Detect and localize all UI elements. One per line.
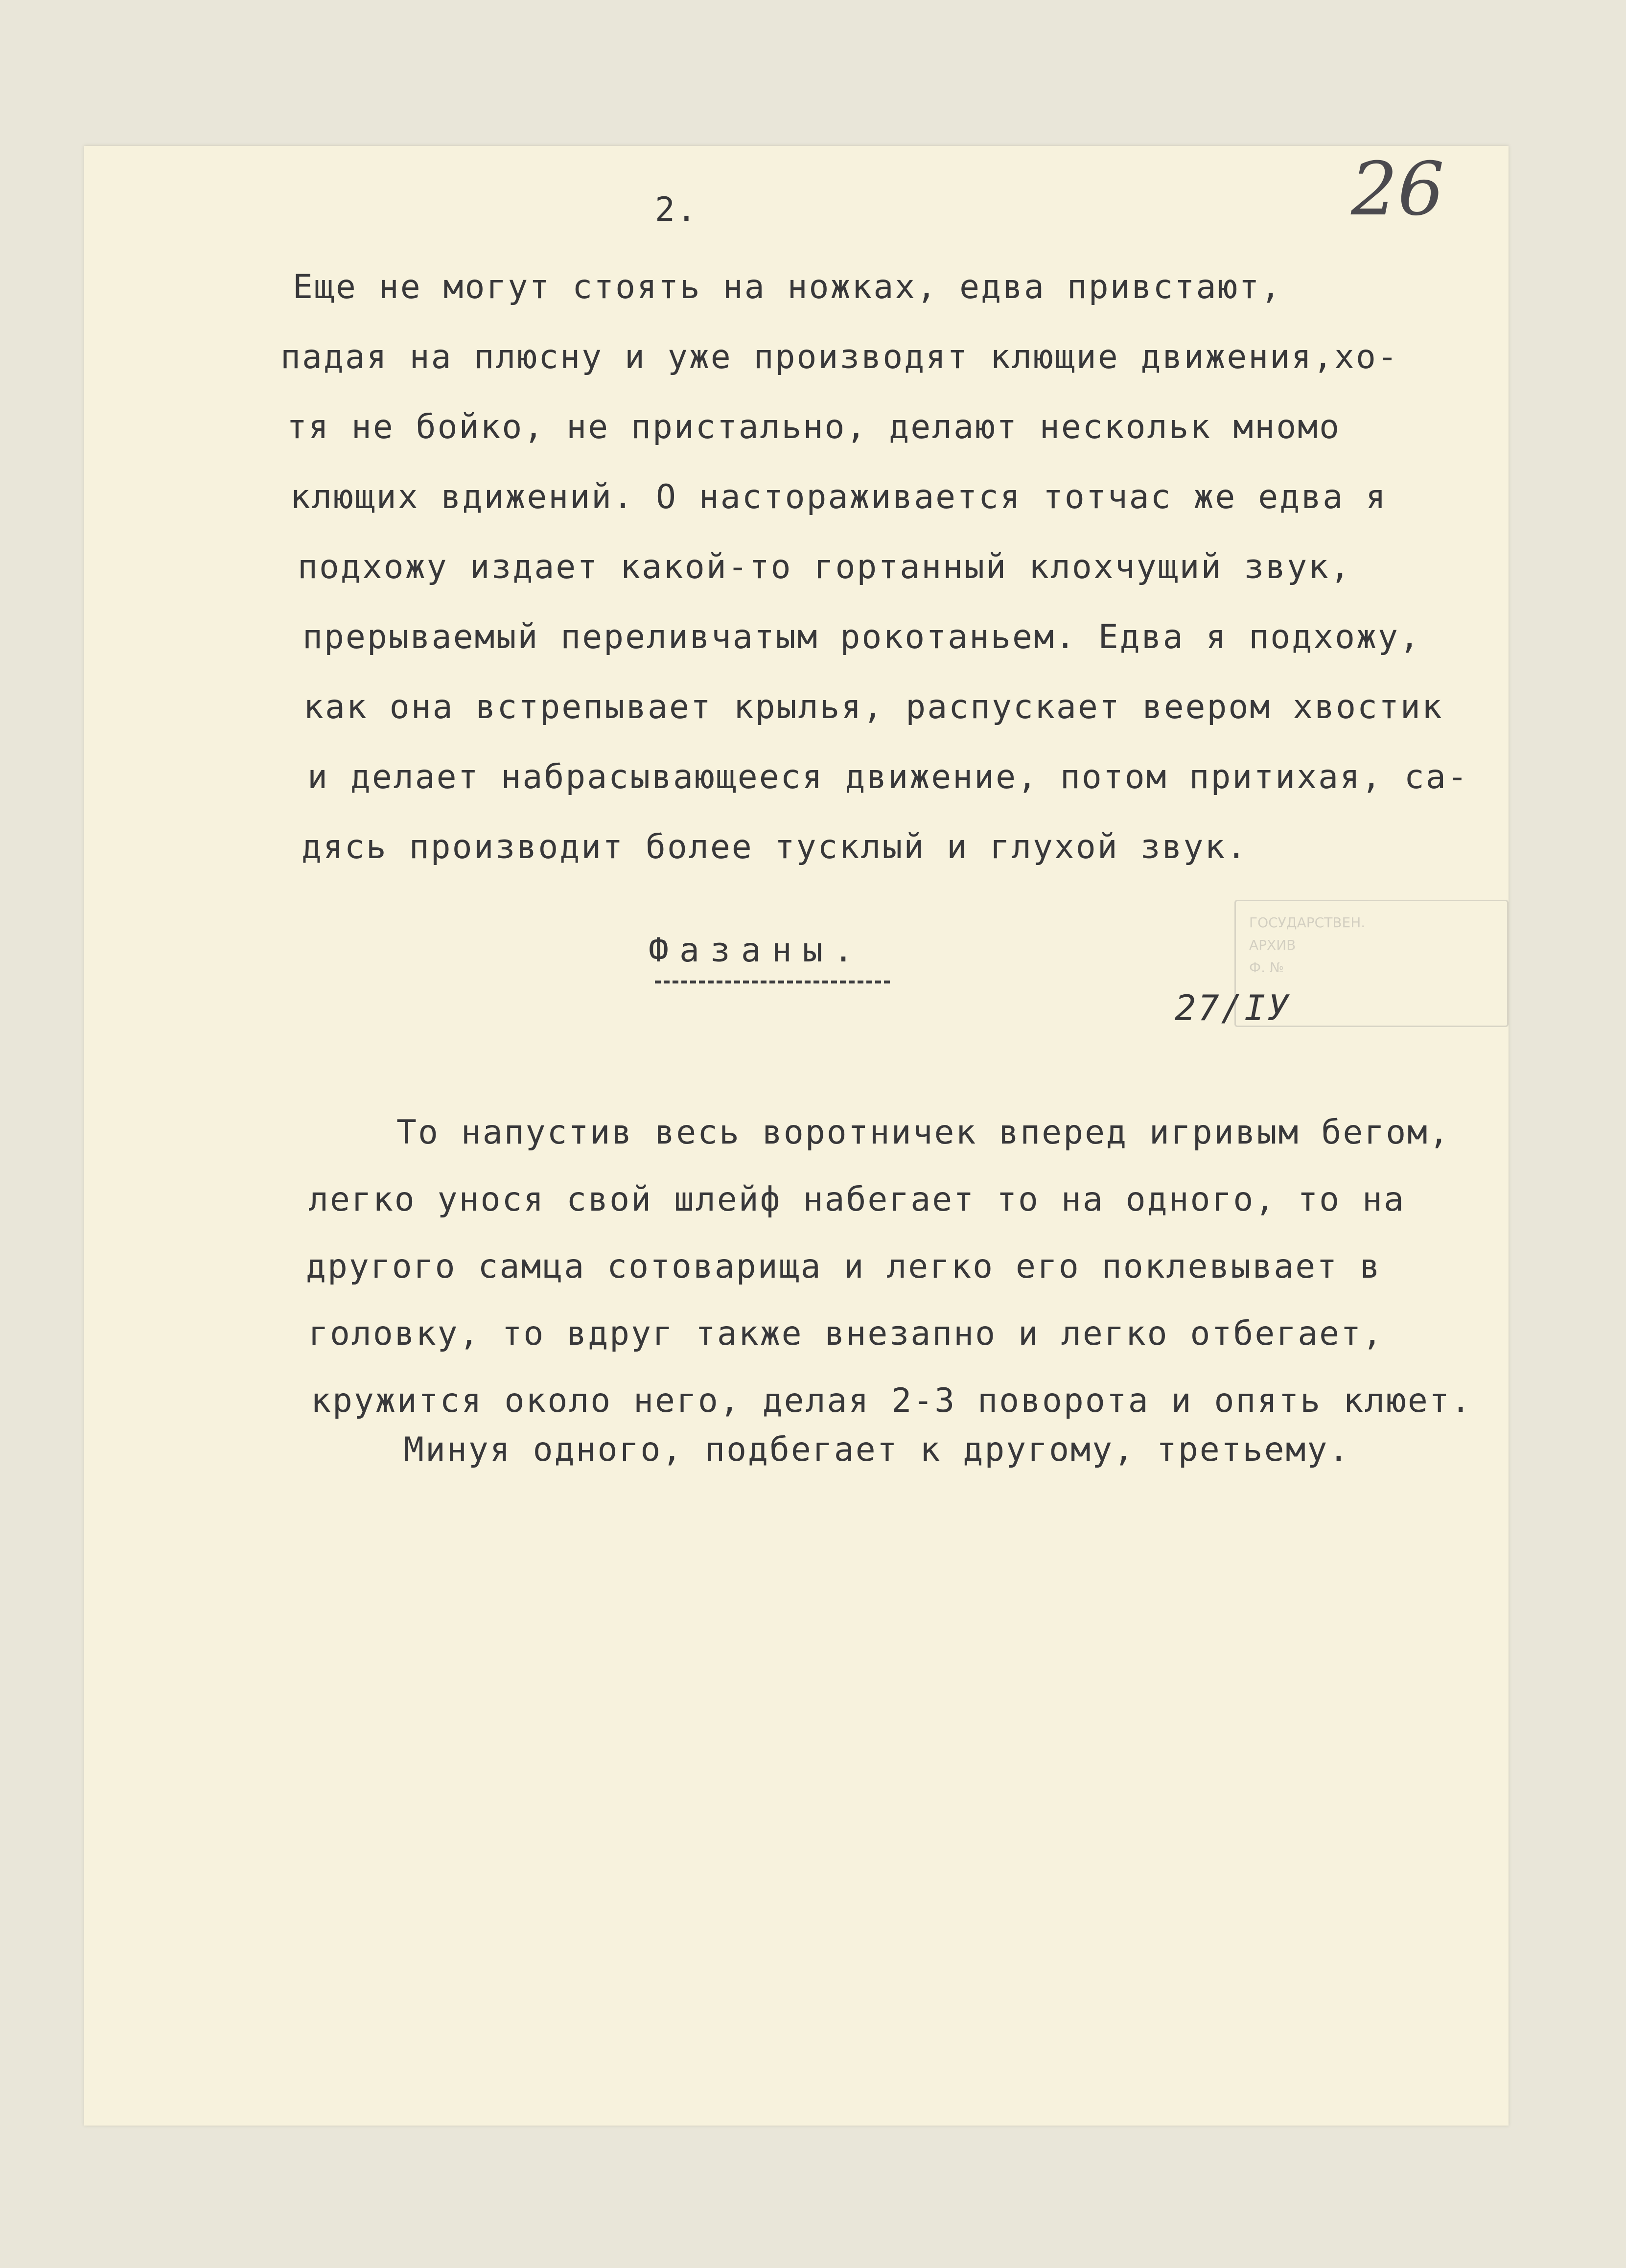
paragraph-1 (280, 252, 1469, 882)
stamp-border (1234, 900, 1509, 1027)
paragraph-3 (404, 1430, 1350, 1469)
page-number: 2. (655, 190, 698, 229)
text-line: То напустив весь воротничек вперед игривым бегом, (396, 1113, 1451, 1152)
text-line: головку, то вдруг также внезапно и легко отбегает, (308, 1314, 1384, 1353)
text-line: подхожу издает какой-то гортанный клохчущий звук, (298, 548, 1352, 586)
text-line: и делает набрасывающееся движение, потом притихая, са- (307, 758, 1469, 796)
text-line: легко унося свой шлейф набегает то на одного, то на (308, 1180, 1405, 1219)
text-line: дясь производит более тусклый и глухой звук. (302, 828, 1248, 866)
text-line: Минуя одного, подбегает к другому, третьему. (404, 1430, 1350, 1469)
stamp-line: АРХИВ (1249, 937, 1296, 953)
text-line: как она встрепывает крылья, распускает веером хвостик (303, 688, 1443, 726)
text-line: падая на плюсну и уже производят клющие движения,хо- (280, 338, 1399, 376)
folio-number: 26 (1351, 147, 1444, 232)
date-note: 27/IУ (1175, 987, 1291, 1029)
text-line: Еще не могут стоять на ножках, едва привстают, (293, 268, 1282, 306)
stamp-line: ГОСУДАРСТВЕН. (1249, 914, 1366, 931)
paragraph-2 (308, 1099, 1472, 1434)
text-line: прерываемый переливчатым рокотаньем. Едва я подхожу, (302, 618, 1421, 656)
text-line: клющих вдижений. О настораживается тотчас же едва я (290, 478, 1387, 516)
heading-underline (655, 981, 890, 983)
section-heading: Фазаны. (649, 931, 864, 970)
archive-stamp (1234, 900, 1509, 1027)
text-line: тя не бойко, не пристально, делают нескольк мномо (287, 408, 1341, 446)
stamp-line: Ф. № (1249, 959, 1284, 976)
text-line: другого самца сотоварища и легко его поклевывает в (306, 1247, 1381, 1286)
text-line: кружится около него, делая 2-3 поворота и опять клюет. (311, 1381, 1472, 1420)
